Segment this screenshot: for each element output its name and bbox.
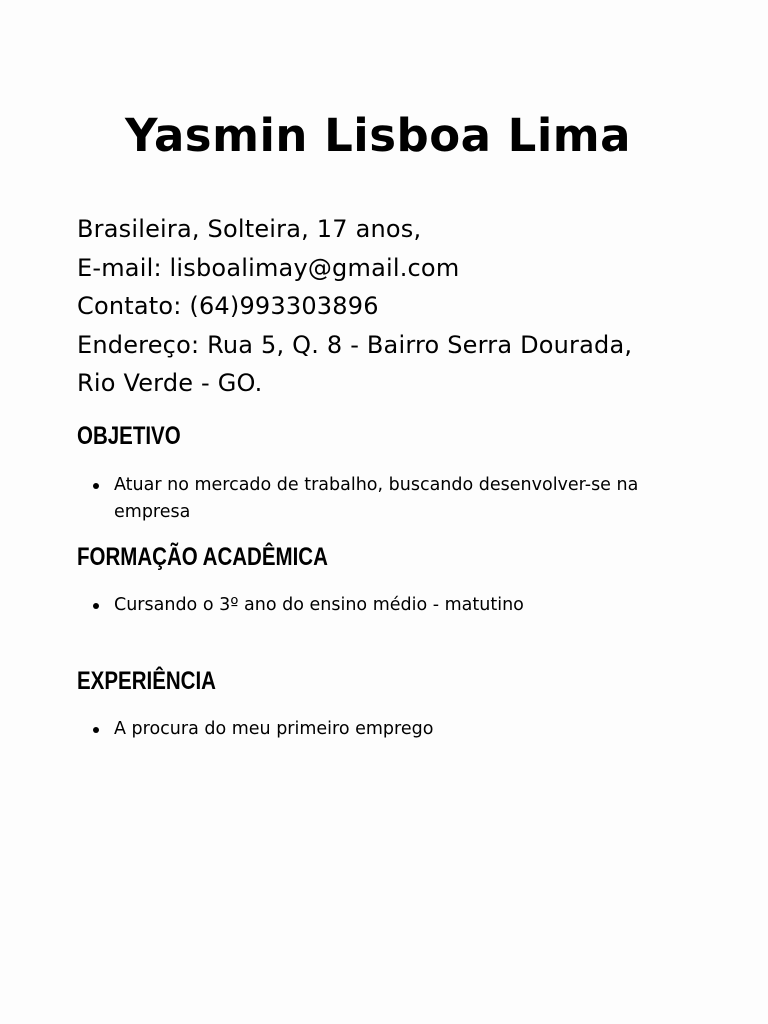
section-list-experiencia [77, 716, 717, 743]
bullet-icon [93, 727, 99, 733]
section-title-experiencia: EXPERIÊNCIA [77, 667, 216, 695]
list-item [77, 716, 717, 743]
list-item [77, 472, 717, 526]
bullet-icon [93, 603, 99, 609]
info-line-profile: Brasileira, Solteira, 17 anos, [77, 215, 422, 243]
info-line-phone: Contato: (64)993303896 [77, 292, 379, 320]
info-line-address: Endereço: Rua 5, Q. 8 - Bairro Serra Dourada, [77, 330, 633, 359]
list-item-text: A procura do meu primeiro emprego [114, 719, 434, 739]
list-item-text: Atuar no mercado de trabalho, buscando desenvolver-se na empresa [114, 475, 639, 522]
section-list-formacao [77, 592, 717, 619]
list-item-text: Cursando o 3º ano do ensino médio - matutino [114, 595, 524, 615]
candidate-name: Yasmin Lisboa Lima [124, 109, 632, 162]
section-title-formacao: FORMAÇÃO ACADÊMICA [77, 543, 328, 571]
section-list-objetivo [77, 472, 717, 526]
personal-info [77, 210, 717, 403]
list-item [77, 592, 717, 619]
info-line-email: E-mail: lisboalimay@gmail.com [77, 253, 460, 282]
info-line-city: Rio Verde - GO. [77, 369, 263, 397]
section-title-objetivo: OBJETIVO [77, 422, 181, 450]
bullet-icon [93, 483, 99, 489]
